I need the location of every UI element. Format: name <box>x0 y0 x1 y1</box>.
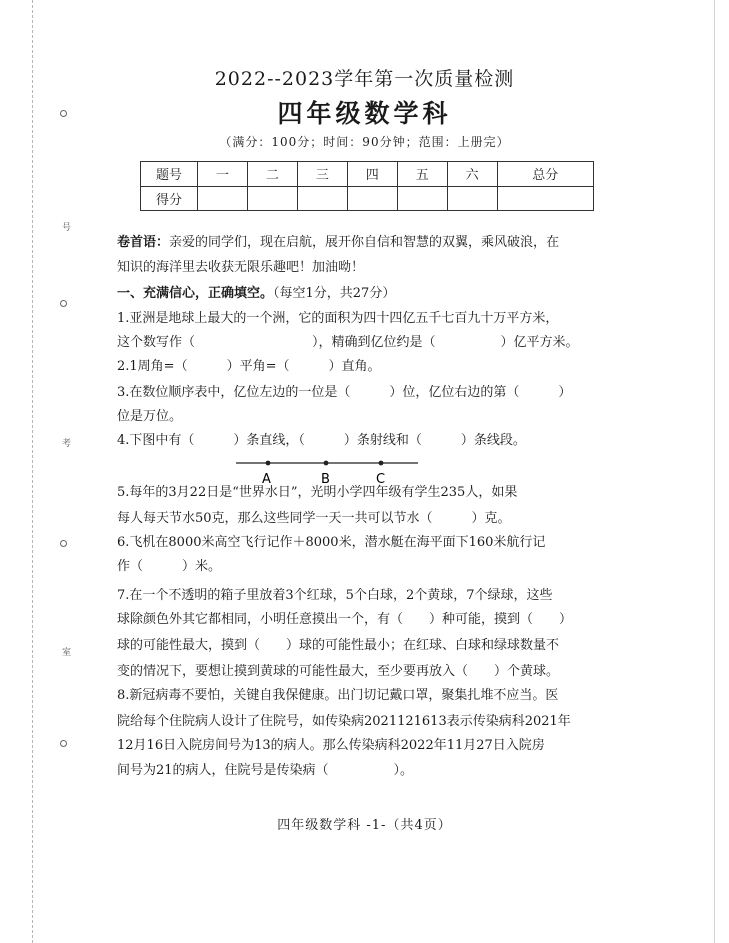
question-7-line-2: 球除颜色外其它都相同，小明任意摸出一个，有（ ）种可能，摸到（ ） <box>117 612 573 627</box>
question-8-line-3: 12月16日入院房间号为13的病人。那么传染病科2022年11月27日入院房 <box>117 738 545 753</box>
score-cell <box>397 186 447 211</box>
question-7-line-4: 变的情况下，要想让摸到黄球的可能性最大，至少要再放入（ ）个黄球。 <box>117 664 560 679</box>
score-table <box>140 161 594 211</box>
score-cell <box>297 186 347 211</box>
question-7-line-3: 球的可能性最大，摸到（ ）球的可能性最小；在红球、白球和绿球数量不 <box>117 638 560 653</box>
score-table-header-row <box>141 162 594 187</box>
score-cell <box>247 186 297 211</box>
section-1-heading <box>117 282 617 306</box>
question-4: 4.下图中有（ ）条直线，（ ）条射线和（ ）条线段。 <box>117 433 526 448</box>
score-cell <box>447 186 497 211</box>
exam-info: （满分：100分；时间：90分钟；范围：上册完） <box>219 135 510 149</box>
question-3-line-2: 位是万位。 <box>117 409 183 424</box>
section-1-title: 一、充满信心，正确填空。 <box>117 286 274 301</box>
score-cell <box>198 186 248 211</box>
question-8-line-4: 间号为21的病人，住院号是传染病（ ）。 <box>117 763 414 778</box>
score-row-label: 得分 <box>141 186 198 211</box>
score-header-cell: 一 <box>198 162 248 187</box>
exam-subject: 四年级数学科 <box>277 99 452 128</box>
binding-label-number: 号 <box>62 223 72 233</box>
binding-label-room: 室 <box>62 648 72 658</box>
figure-label-b: B <box>321 472 330 487</box>
intro-label: 卷首语： <box>117 235 170 250</box>
page-footer: 四年级数学科 -1-（共4页） <box>277 818 452 833</box>
score-header-cell: 六 <box>447 162 497 187</box>
figure-point-b <box>324 461 329 466</box>
intro-text-1: 亲爱的同学们，现在启航，展开你自信和智慧的双翼，乘风破浪，在 <box>169 235 560 250</box>
figure-label-c: C <box>376 472 386 487</box>
score-header-cell: 二 <box>247 162 297 187</box>
score-header-cell: 总分 <box>497 162 593 187</box>
question-5-line-1: 5.每年的3月22日是“世界水日”，光明小学四年级有学生235人，如果 <box>117 485 518 500</box>
question-3-line-1: 3.在数位顺序表中，亿位左边的一位是（ ）位，亿位右边的第（ ） <box>117 385 572 400</box>
intro-line-1 <box>117 231 617 255</box>
score-header-cell: 四 <box>347 162 397 187</box>
score-cell <box>347 186 397 211</box>
section-1-note: （每空1分，共27分） <box>273 286 396 301</box>
figure-label-a: A <box>262 472 271 487</box>
score-header-cell: 五 <box>397 162 447 187</box>
exam-title: 2022--2023学年第一次质量检测 <box>214 68 515 90</box>
question-1-line-2: 这个数写作（ ），精确到亿位约是（ ）亿平方米。 <box>117 335 579 350</box>
question-2: 2.1周角=（ ）平角=（ ）直角。 <box>117 359 381 374</box>
figure-point-a <box>266 461 271 466</box>
question-8-line-2: 院给每个住院病人设计了住院号，如传染病2021121613表示传染病科2021年 <box>117 714 571 729</box>
question-7-line-1: 7.在一个不透明的箱子里放着3个红球，5个白球，2个黄球，7个绿球，这些 <box>117 588 553 603</box>
binding-hole-dot <box>60 300 67 307</box>
figure-point-c <box>379 461 384 466</box>
score-table-score-row <box>141 186 594 211</box>
binding-label-exam: 考 <box>62 439 72 449</box>
intro-line-2: 知识的海洋里去收获无限乐趣吧！加油呦！ <box>117 260 365 275</box>
question-5-line-2: 每人每天节水50克，那么这些同学一天一共可以节水（ ）克。 <box>117 511 511 526</box>
score-header-cell: 三 <box>297 162 347 187</box>
binding-hole-dot <box>60 740 67 747</box>
question-8-line-1: 8.新冠病毒不要怕，关键自我保健康。出门切记戴口罩，聚集扎堆不应当。医 <box>117 688 559 703</box>
question-1-line-1: 1.亚洲是地球上最大的一个洲，它的面积为四十四亿五千七百九十万平方米， <box>117 311 559 326</box>
binding-hole-dot <box>60 540 67 547</box>
score-cell <box>497 186 593 211</box>
question-6-line-2: 作（ ）米。 <box>117 559 222 574</box>
question-6-line-1: 6.飞机在8000米高空飞行记作＋8000米，潜水艇在海平面下160米航行记 <box>117 535 546 550</box>
score-header-cell: 题号 <box>141 162 198 187</box>
